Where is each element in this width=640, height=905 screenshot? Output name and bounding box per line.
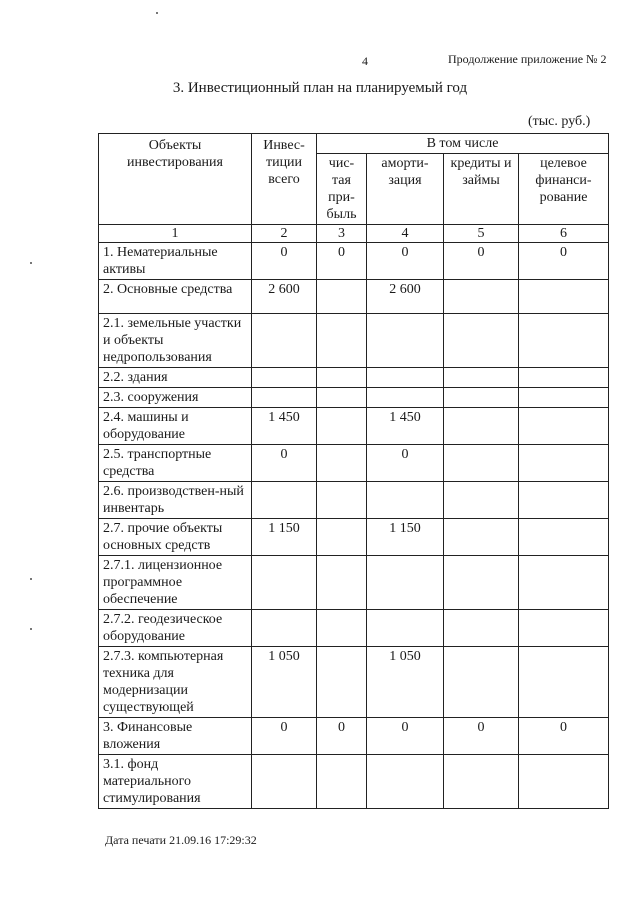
units-label: (тыс. руб.)	[528, 114, 591, 129]
cell-total: 1 050	[252, 647, 317, 718]
cell-net-profit	[317, 556, 367, 610]
cell-total: 0	[252, 243, 317, 280]
document-title: 3. Инвестиционный план на планируемый год	[172, 80, 468, 96]
print-date: Дата печати 21.09.16 17:29:32	[105, 833, 257, 847]
row-object-name: 2.3. сооружения	[99, 388, 252, 408]
cell-total: 1 450	[252, 408, 317, 445]
cell-amortization: 0	[367, 445, 444, 482]
table-row	[99, 408, 609, 445]
cell-net-profit	[317, 610, 367, 647]
cell-total	[252, 482, 317, 519]
cell-target-financing	[519, 388, 609, 408]
cell-total	[252, 755, 317, 809]
cell-credits	[444, 280, 519, 314]
cell-target-financing: 0	[519, 243, 609, 280]
header-objects: Объекты инвестирования	[99, 134, 252, 225]
appendix-note: Продолжение приложение № 2	[448, 52, 607, 66]
cell-net-profit	[317, 647, 367, 718]
cell-amortization	[367, 482, 444, 519]
column-number: 4	[367, 225, 444, 243]
cell-total: 1 150	[252, 519, 317, 556]
row-object-name: 2.2. здания	[99, 368, 252, 388]
column-number: 1	[99, 225, 252, 243]
table-row	[99, 368, 609, 388]
row-object-name: 3.1. фонд материального стимулирования	[99, 755, 252, 809]
cell-net-profit: 0	[317, 243, 367, 280]
column-number: 5	[444, 225, 519, 243]
page-number: 4	[362, 54, 368, 68]
row-object-name: 2.5. транспортные средства	[99, 445, 252, 482]
cell-net-profit	[317, 755, 367, 809]
scan-speck	[30, 578, 32, 580]
cell-credits: 0	[444, 243, 519, 280]
cell-credits: 0	[444, 718, 519, 755]
cell-amortization: 1 450	[367, 408, 444, 445]
header-credits: кредиты и займы	[444, 154, 519, 225]
cell-credits	[444, 445, 519, 482]
table-row	[99, 610, 609, 647]
table-body	[99, 243, 609, 809]
cell-total: 0	[252, 445, 317, 482]
table-row	[99, 243, 609, 280]
cell-net-profit	[317, 519, 367, 556]
cell-net-profit	[317, 280, 367, 314]
cell-credits	[444, 388, 519, 408]
table-row	[99, 482, 609, 519]
cell-target-financing	[519, 482, 609, 519]
cell-amortization	[367, 755, 444, 809]
row-object-name: 2.4. машины и оборудование	[99, 408, 252, 445]
cell-amortization	[367, 388, 444, 408]
table-row	[99, 755, 609, 809]
cell-net-profit	[317, 408, 367, 445]
cell-credits	[444, 755, 519, 809]
row-object-name: 2.7.2. геодезическое оборудование	[99, 610, 252, 647]
table-row	[99, 556, 609, 610]
cell-amortization: 1 150	[367, 519, 444, 556]
cell-target-financing	[519, 408, 609, 445]
row-object-name: 2.7. прочие объекты основных средств	[99, 519, 252, 556]
cell-total	[252, 368, 317, 388]
row-object-name: 2.7.1. лицензионное программное обеспечение	[99, 556, 252, 610]
cell-amortization	[367, 368, 444, 388]
table-row	[99, 647, 609, 718]
cell-target-financing	[519, 368, 609, 388]
table-row	[99, 718, 609, 755]
cell-target-financing	[519, 610, 609, 647]
cell-total	[252, 314, 317, 368]
cell-net-profit	[317, 445, 367, 482]
cell-total: 0	[252, 718, 317, 755]
cell-total	[252, 388, 317, 408]
cell-credits	[444, 647, 519, 718]
table-row	[99, 388, 609, 408]
table-row	[99, 445, 609, 482]
row-object-name: 2.1. земельные участки и объекты недропользования	[99, 314, 252, 368]
cell-amortization	[367, 314, 444, 368]
cell-net-profit	[317, 314, 367, 368]
cell-amortization	[367, 610, 444, 647]
column-number: 3	[317, 225, 367, 243]
cell-amortization: 0	[367, 718, 444, 755]
cell-credits	[444, 314, 519, 368]
scan-speck	[156, 12, 158, 14]
scan-speck	[30, 262, 32, 264]
cell-credits	[444, 368, 519, 388]
cell-target-financing	[519, 519, 609, 556]
row-object-name: 3. Финансовые вложения	[99, 718, 252, 755]
table-row	[99, 519, 609, 556]
cell-total	[252, 610, 317, 647]
cell-credits	[444, 519, 519, 556]
cell-net-profit: 0	[317, 718, 367, 755]
column-number: 2	[252, 225, 317, 243]
cell-target-financing	[519, 556, 609, 610]
row-object-name: 1. Нематериальные активы	[99, 243, 252, 280]
cell-net-profit	[317, 368, 367, 388]
investment-plan-table	[98, 133, 609, 809]
header-including: В том числе	[317, 134, 609, 154]
table-row	[99, 314, 609, 368]
cell-amortization	[367, 556, 444, 610]
column-number-row	[99, 225, 609, 243]
cell-target-financing	[519, 314, 609, 368]
header-net-profit: чис-тая при-быль	[317, 154, 367, 225]
table-row	[99, 280, 609, 314]
cell-target-financing	[519, 445, 609, 482]
header-target-financing: целевое финанси-рование	[519, 154, 609, 225]
cell-target-financing: 0	[519, 718, 609, 755]
header-total: Инвес-тиции всего	[252, 134, 317, 225]
cell-total	[252, 556, 317, 610]
cell-net-profit	[317, 388, 367, 408]
scan-speck	[30, 628, 32, 630]
cell-net-profit	[317, 482, 367, 519]
cell-target-financing	[519, 280, 609, 314]
row-object-name: 2.7.3. компьютерная техника для модернизации существующей	[99, 647, 252, 718]
cell-credits	[444, 610, 519, 647]
cell-target-financing	[519, 647, 609, 718]
cell-credits	[444, 482, 519, 519]
cell-amortization: 1 050	[367, 647, 444, 718]
row-object-name: 2. Основные средства	[99, 280, 252, 314]
cell-amortization: 2 600	[367, 280, 444, 314]
header-amortization: аморти-зация	[367, 154, 444, 225]
cell-total: 2 600	[252, 280, 317, 314]
cell-credits	[444, 408, 519, 445]
row-object-name: 2.6. производствен-ный инвентарь	[99, 482, 252, 519]
cell-credits	[444, 556, 519, 610]
cell-target-financing	[519, 755, 609, 809]
column-number: 6	[519, 225, 609, 243]
cell-amortization: 0	[367, 243, 444, 280]
